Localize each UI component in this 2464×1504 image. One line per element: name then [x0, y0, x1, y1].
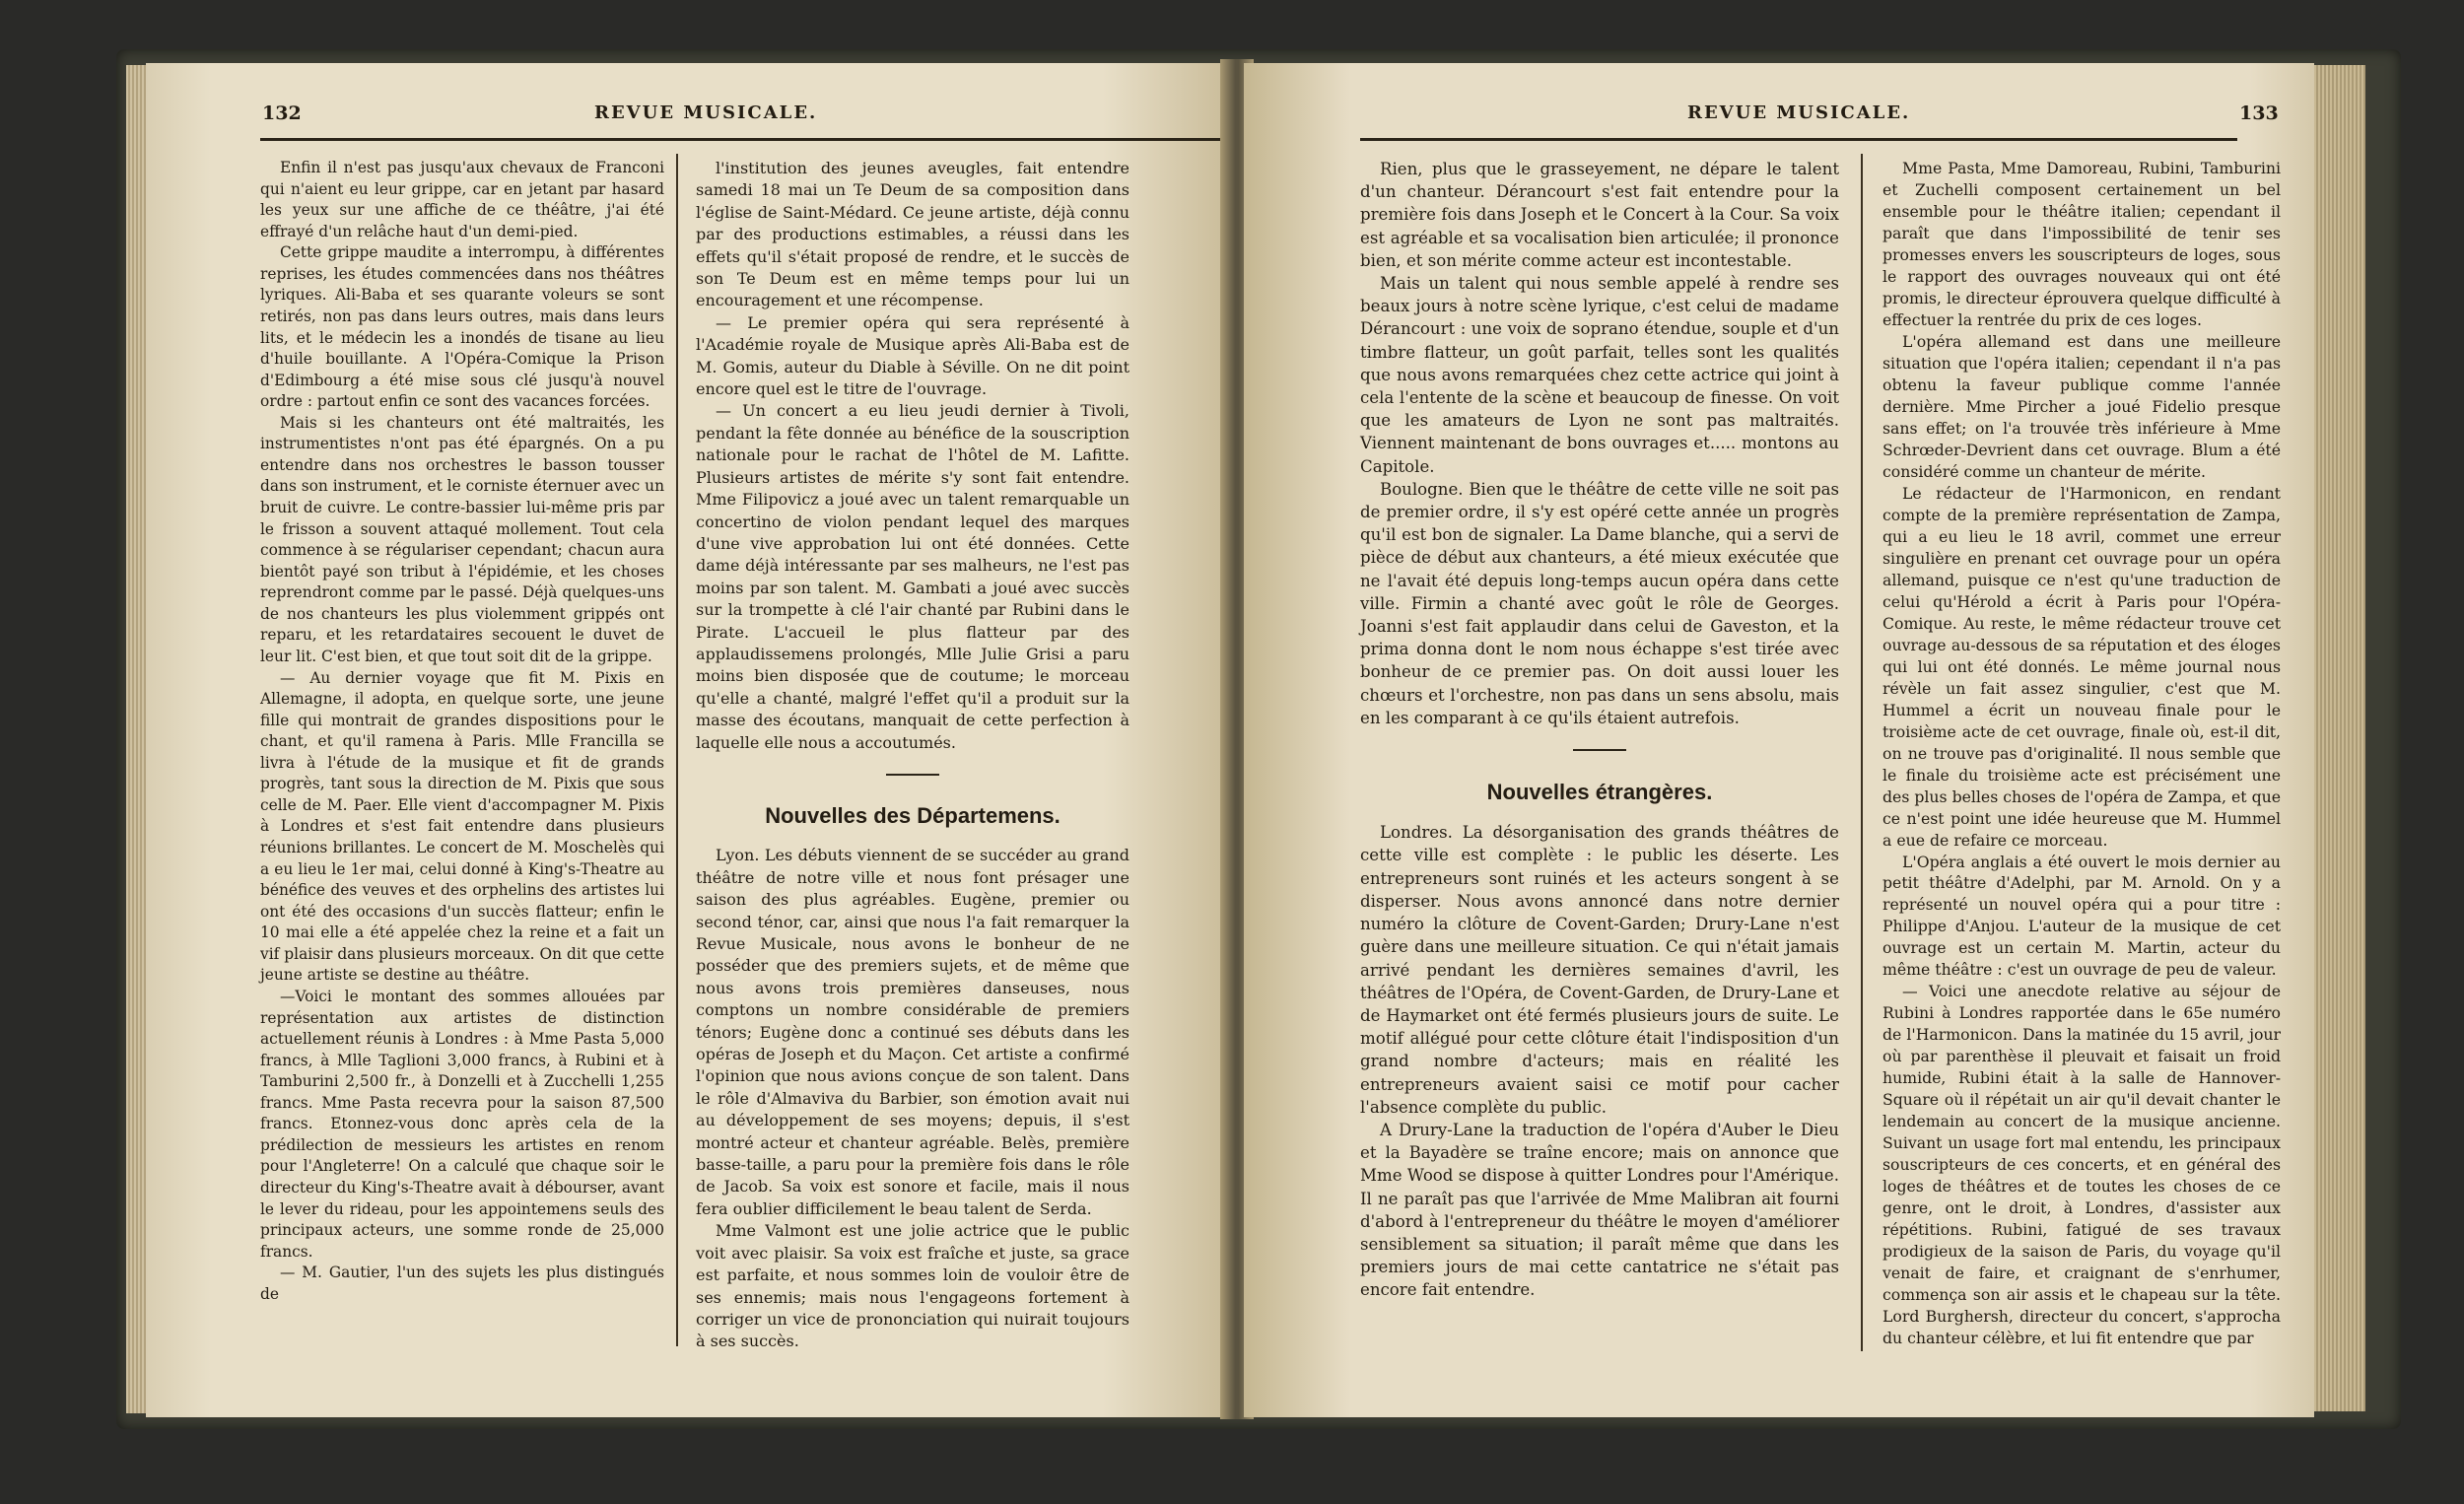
running-head: REVUE MUSICALE.: [594, 103, 818, 123]
right-column-1: [1360, 158, 1839, 1302]
column-rule: [676, 154, 678, 1346]
paragraph: —Voici le montant des sommes allouées par représentation aux artistes de distinction actuellement réunis à Londres : à Mme Pasta 5,000 francs, à Mlle Taglioni 3,000 francs, à Rubini et à Tamburini 2,500 fr., à Donzelli et à Zucchelli 1,255 francs. Mme Pasta recevra pour la saison 87,500 francs. Etonnez-vous donc après cela de la prédilection de messieurs les artistes en renom pour l'Angleterre! On a calculé que chaque soir le directeur du King's-Theatre avait à débourser, avant le lever du rideau, pour les appointemens seuls des principaux acteurs, une somme ronde de 25,000 francs.: [260, 987, 664, 1261]
right-page: [1244, 63, 2314, 1417]
paragraph: — M. Gautier, l'un des sujets les plus distingués de: [260, 1264, 664, 1303]
paragraph: L'Opéra anglais a été ouvert le mois dernier au petit théâtre d'Adelphi, par M. Arnold. On y a représenté un nouvel opéra qui a pour titre : Philippe d'Anjou. L'auteur de la musique de cet ouvrage est un certain M. Martin, acteur du même théâtre : c'est un ouvrage de peu de valeur.: [1882, 852, 2281, 980]
left-column-2: [696, 158, 1129, 1353]
separator-rule: [1573, 749, 1626, 751]
paragraph: Mme Valmont est une jolie actrice que le public voit avec plaisir. Sa voix est fraîche et juste, sa grace est parfaite, et nous sommes loin de vouloir être de ses ennemis; mais nous l'engageons fortement à corriger un vice de prononciation qui nuirait toujours à ses succès.: [696, 1221, 1129, 1351]
page-number: 133: [2239, 103, 2279, 124]
paragraph: A Drury-Lane la traduction de l'opéra d'Auber le Dieu et la Bayadère se traîne encore; mais on annonce que Mme Wood se dispose à quitter Londres pour l'Amérique. Il ne paraît pas que l'arrivée de Mme Malibran ait fourni d'abord à l'entrepreneur du théâtre le moyen d'améliorer sensiblement sa situation; il paraît même que dans les premiers jours de mai cette cantatrice ne s'était pas encore fait entendre.: [1360, 1120, 1839, 1300]
paragraph: — Au dernier voyage que fit M. Pixis en Allemagne, il adopta, en quelque sorte, une jeune fille qui montrait de grandes dispositions pour le chant, et qu'il ramena à Paris. Mlle Francilla se livra à l'étude de la musique et fit de grands progrès, tant sous la direction de M. Pixis que sous celle de M. Paer. Elle vient d'accompagner M. Pixis à Londres et s'est fait entendre dans plusieurs réunions brillantes. Le concert de M. Moschelès qui a eu lieu le 1er mai, celui donné à King's-Theatre au bénéfice des veuves et des orphelins des artistes lui ont été des occasions d'un succès flatteur; enfin le 10 mai elle a été appelée chez la reine et a fait un vif plaisir dans plusieurs morceaux. On dit que cette jeune artiste se destine au théâtre.: [260, 668, 664, 985]
paragraph: — Un concert a eu lieu jeudi dernier à Tivoli, pendant la fête donnée au bénéfice de la souscription nationale pour le rachat de l'hôtel de M. Lafitte. Plusieurs artistes de mérite s'y sont fait entendre. Mme Filipovicz a joué avec un talent remarquable un concertino de violon pendant lequel des marques d'une vive approbation lui ont été données. Cette dame déjà intéressante par ses malheurs, ne l'est pas moins par son talent. M. Gambati a joué avec succès sur la trompette à clé l'air chanté par Rubini dans le Pirate. L'accueil le plus flatteur par des applaudissemens prolongés, Mlle Julie Grisi a paru moins bien disposée que de coutume; le morceau qu'elle a chanté, malgré l'effet qu'il a produit sur la masse des écoutans, manquait de cette perfection à laquelle elle nous a accoutumés.: [696, 401, 1129, 752]
paragraph: — Le premier opéra qui sera représenté à l'Académie royale de Musique après Ali-Baba est de M. Gomis, auteur du Diable à Séville. On ne dit point encore quel est le titre de l'ouvrage.: [696, 312, 1129, 399]
paragraph: Mais un talent qui nous semble appelé à rendre ses beaux jours à notre scène lyrique, c'est celui de madame Dérancourt : une voix de soprano étendue, souple et d'un timbre flatteur, un goût parfait, telles sont les qualités que nous avons remarquées chez cette actrice qui joint à cela l'entente de la scène et beaucoup de finesse. On voit que les amateurs de Lyon ne sont pas maltraités. Viennent maintenant de bons ouvrages et..... montons au Capitole.: [1360, 274, 1839, 476]
paragraph: Mais si les chanteurs ont été maltraités, les instrumentistes n'ont pas été épargnés. On a pu entendre dans nos orchestres le basson tousser dans son instrument, et le corniste éternuer avec un bruit de cuivre. Le contre-bassier lui-même pris par le frisson a souvent attaqué mollement. Tout cela commence à se régulariser cependant; chacun aura bientôt payé son tribut à l'épidémie, et les choses reprendront comme par le passé. Déjà quelques-uns de nos chanteurs les plus violemment grippés ont reparu, et les retardataires secouent le duvet de leur lit. C'est bien, et que tout soit dit de la grippe.: [260, 413, 664, 665]
paragraph: Le rédacteur de l'Harmonicon, en rendant compte de la première représentation de Zampa, qui a eu lieu le 18 avril, commet une erreur singulière en prenant cet ouvrage pour un opéra allemand, puisque ce n'est qu'une traduction de celui qu'Hérold a écrit à Paris pour l'Opéra-Comique. Au reste, le même rédacteur trouve cet ouvrage au-dessous de sa réputation et des éloges qui lui ont été donnés. Le même journal nous révèle un fait assez singulier, c'est que M. Hummel a écrit un nouveau finale pour le troisième acte de cet ouvrage, finale où, est-il dit, on ne trouve pas d'originalité. Il nous semble que le finale du troisième acte est précisément une des plus belles choses de l'opéra de Zampa, et que ce n'est point une idée heureuse que M. Hummel a eue de refaire ce morceau.: [1882, 483, 2282, 850]
page-edges-left: [126, 65, 148, 1413]
separator-rule: [886, 774, 939, 776]
paragraph: — Voici une anecdote relative au séjour de Rubini à Londres rapportée dans le 65e numéro de l'Harmonicon. Dans la matinée du 15 avril, jour où par parenthèse il pleuvait et faisait un froid humide, Rubini était à la salle de Hannover-Square où il répétait un air qu'il devait chanter le lendemain au concert de la musique ancienne. Suivant un usage fort mal entendu, les principaux souscripteurs de ces concerts, et en général des loges de théâtres et de toutes les choses de ce genre, ont le droit, à Londres, d'assister aux répétitions. Rubini, fatigué de ses travaux prodigieux de la saison de Paris, du voyage qu'il venait de faire, et craignant de s'enrhumer, commença son air assis et le chapeau sur la tête. Lord Burghersh, directeur du concert, s'approcha du chanteur célèbre, et lui fit entendre que par: [1882, 982, 2281, 1348]
right-column-2: [1882, 158, 2281, 1349]
paragraph: Boulogne. Bien que le théâtre de cette ville ne soit pas de premier ordre, il s'y est opéré cette année un progrès qu'il est bon de signaler. La Dame blanche, qui a servi de pièce de début aux chanteurs, a été mieux exécutée que ne l'avait été depuis long-temps aucun opéra dans cette ville. Firmin a chanté avec goût le rôle de Georges. Joanni s'est fait applaudir dans celui de Gaveston, et la prima donna dont le nom nous échappe s'est tirée avec bonheur de ce premier pas. On doit aussi louer les chœurs et l'orchestre, non pas dans un sens absolu, mais en les comparant à ce qu'ils étaient autrefois.: [1360, 479, 1839, 727]
paragraph: Rien, plus que le grasseyement, ne dépare le talent d'un chanteur. Dérancourt s'est fait entendre pour la première fois dans Joseph et le Concert à la Cour. Sa voix est agréable et sa vocalisation bien articulée; il prononce bien, et son mérite comme acteur est incontestable.: [1360, 160, 1839, 270]
paragraph: Enfin il n'est pas jusqu'aux chevaux de Franconi qui n'aient eu leur grippe, car en jetant par hasard les yeux sur une affiche de ce théâtre, j'ai été effrayé d'un relâche haut d'un demi-pied.: [260, 159, 664, 240]
left-page: [146, 63, 1233, 1417]
header-rule: [1360, 138, 2237, 141]
paragraph: Mme Pasta, Mme Damoreau, Rubini, Tamburini et Zuchelli composent certainement un bel ensemble pour le théâtre italien; cependant il paraît que dans l'impossibilité de tenir ses promesses envers les souscripteurs de loges, sous le rapport des ouvrages nouveaux qui ont été promis, le directeur éprouvera quelque difficulté à effectuer la rentrée du prix de ces loges.: [1882, 159, 2281, 329]
paragraph: Lyon. Les débuts viennent de se succéder au grand théâtre de notre ville et nous font présager une saison des plus agréables. Eugène, premier ou second ténor, car, ainsi que nous l'a fait remarquer la Revue Musicale, nous avons le bonheur de ne posséder que des premiers sujets, et de même que nous avons trois premières danseuses, nous comptons un nombre considérable de premiers ténors; Eugène donc a continué ses débuts dans les opéras de Joseph et du Maçon. Cet artiste a confirmé l'opinion que nous avions conçue de son talent. Dans le rôle d'Almaviva du Barbier, son émotion avait nui au développement de ses moyens; depuis, il s'est montré acteur et chanteur agréable. Belès, première basse-taille, a paru pour la première fois dans le rôle de Jacob. Sa voix est sonore et facile, mais il nous fera oublier difficilement le beau talent de Serda.: [696, 846, 1129, 1218]
left-column-1: [260, 158, 664, 1305]
paragraph: l'institution des jeunes aveugles, fait entendre samedi 18 mai un Te Deum de sa composition dans l'église de Saint-Médard. Ce jeune artiste, déjà connu par des productions estimables, a réussi dans les effets qu'il s'était proposé de rendre, et le succès de son Te Deum est en même temps pour lui un encouragement et une récompense.: [696, 159, 1129, 310]
paragraph: L'opéra allemand est dans une meilleure situation que l'opéra italien; cependant il n'a pas obtenu la faveur publique comme l'année dernière. Mme Pircher a joué Fidelio presque sans effet; on l'a trouvée très inférieure à Mme Schrœder-Devrient dans cet ouvrage. Blum a été considéré comme un chanteur de mérite.: [1882, 331, 2281, 481]
paragraph: Londres. La désorganisation des grands théâtres de cette ville est complète : le public les déserte. Les entrepreneurs sont ruinés et les acteurs songent à se disperser. Nous avons annoncé dans notre dernier numéro la clôture de Covent-Garden; Drury-Lane n'est guère dans une meilleure situation. Ce qui n'était jamais arrivé pendant les dernières semaines d'avril, les théâtres de l'Opéra, de Covent-Garden, de Drury-Lane et de Haymarket ont été fermés plusieurs jours de suite. Le motif allégué pour cette clôture était l'indisposition d'un grand nombre d'acteurs; mais en réalité les entrepreneurs avaient saisi ce motif pour cacher l'absence complète du public.: [1360, 823, 1839, 1117]
section-title: Nouvelles étrangères.: [1486, 780, 1713, 805]
column-rule: [1861, 154, 1863, 1351]
page-number: 132: [262, 103, 302, 124]
header-rule: [260, 138, 1233, 141]
running-head: REVUE MUSICALE.: [1687, 103, 1911, 123]
section-title: Nouvelles des Départemens.: [765, 802, 1061, 828]
paragraph: Cette grippe maudite a interrompu, à différentes reprises, les études commencées dans nos théâtres lyriques. Ali-Baba et ses quarante voleurs se sont retirés, non pas dans leurs outres, mais dans leurs lits, et le médecin les a inondés de tisane au lieu d'huile bouillante. A l'Opéra-Comique la Prison d'Edimbourg a été mise sous clé jusqu'à nouvel ordre : partout enfin ce sont des vacances forcées.: [260, 243, 664, 411]
page-edges-right: [2306, 65, 2365, 1411]
